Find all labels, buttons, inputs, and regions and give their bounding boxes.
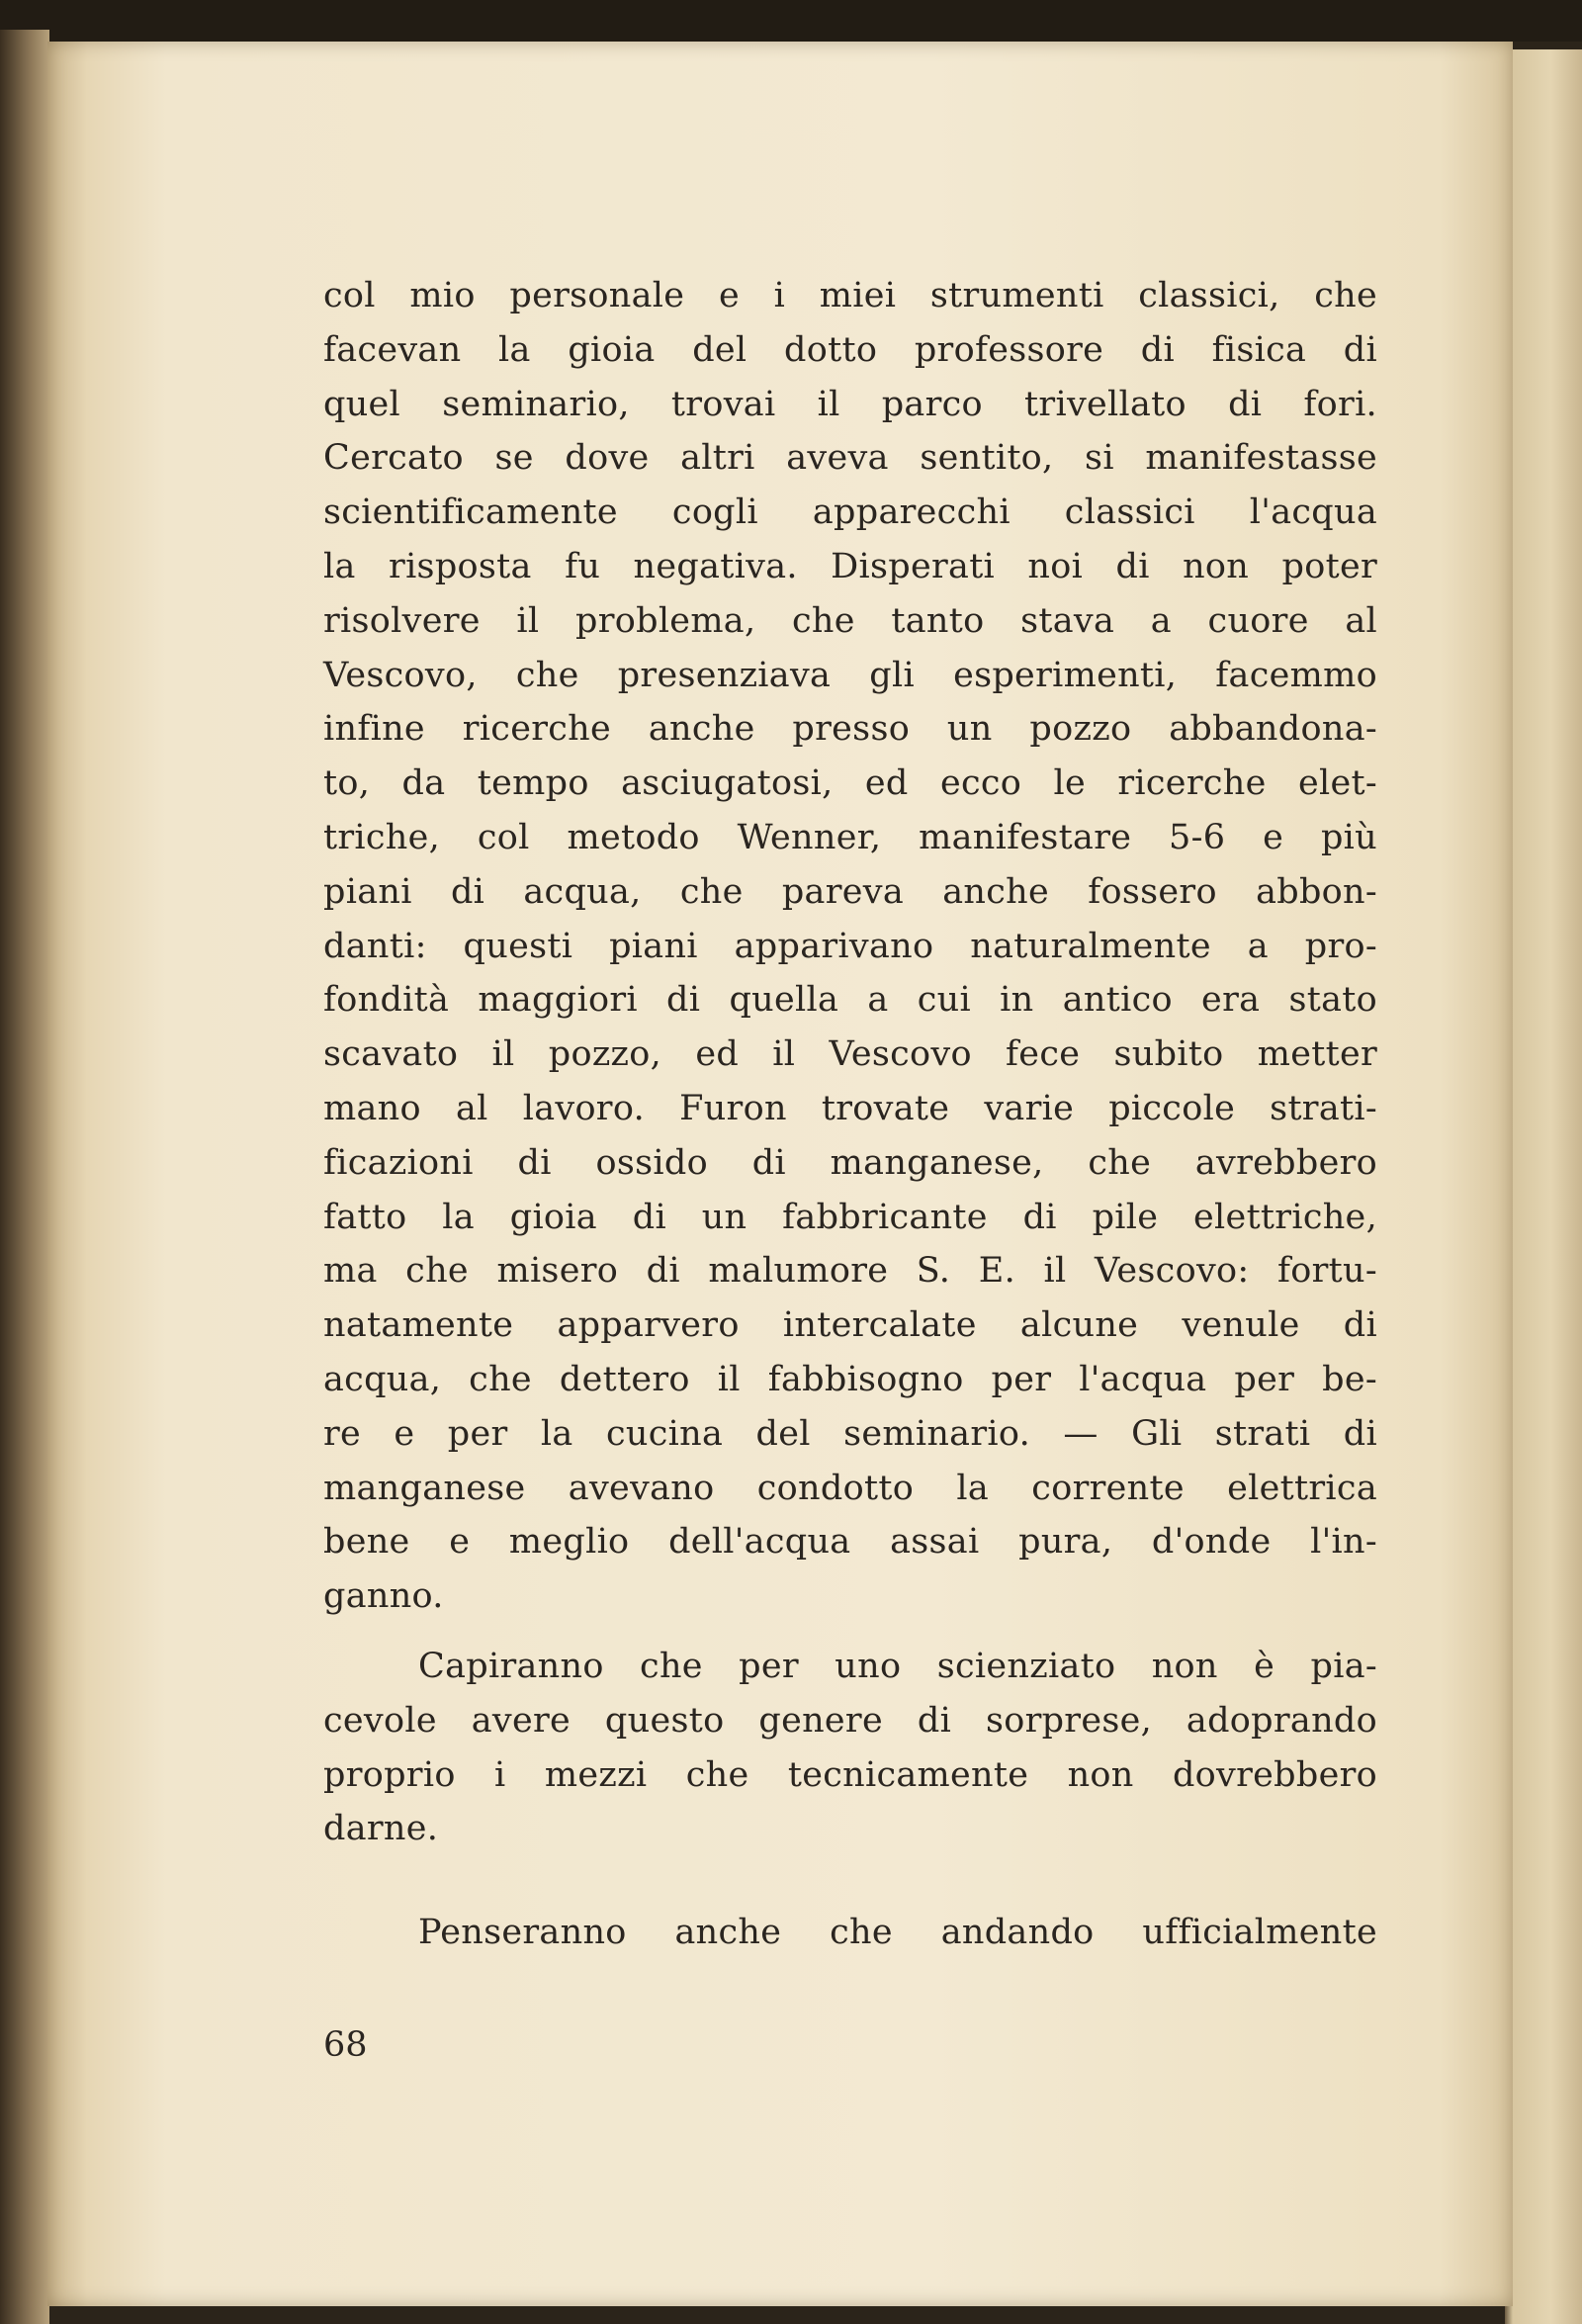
book-spine [0, 30, 49, 2324]
text-line: bene e meglio dell'acqua assai pura, d'onde l'in- [323, 1522, 1377, 1563]
text-line: triche, col metodo Wenner, manifestare 5-6 e più [323, 817, 1377, 857]
text-line: fondità maggiori di quella a cui in antico era stato [323, 980, 1377, 1021]
paragraph-2 [323, 1640, 1377, 1856]
text-line: piani di acqua, che pareva anche fossero abbon- [323, 871, 1377, 912]
text-line: cevole avere questo genere di sorprese, adoprando [323, 1700, 1377, 1741]
text-line: ma che misero di malumore S. E. il Vescovo: fortu- [323, 1251, 1377, 1292]
body-text [323, 269, 1377, 1960]
text-line: col mio personale e i miei strumenti classici, che [323, 276, 1377, 315]
text-line: fatto la gioia di un fabbricante di pile elettriche, [323, 1197, 1377, 1237]
text-line: manganese avevano condotto la corrente elettrica [323, 1468, 1377, 1508]
text-line: infine ricerche anche presso un pozzo abbandona- [323, 709, 1377, 750]
text-line: acqua, che dettero il fabbisogno per l'acqua per be- [323, 1359, 1377, 1399]
text-line: mano al lavoro. Furon trovate varie piccole strati- [323, 1088, 1377, 1128]
paragraph-1 [323, 269, 1377, 1624]
text-line: risolvere il problema, che tanto stava a cuore al [323, 600, 1377, 641]
text-line: ganno. [323, 1576, 444, 1617]
text-line: Capiranno che per uno scienziato non è pia- [418, 1646, 1377, 1686]
paragraph-3 [323, 1906, 1377, 1960]
text-line: Vescovo, che presenziava gli esperimenti, facemmo [323, 655, 1377, 695]
text-line: natamente apparvero intercalate alcune venule di [323, 1305, 1377, 1346]
page-number: 68 [323, 2025, 368, 2065]
text-line: Cercato se dove altri aveva sentito, si manifestasse [323, 438, 1377, 479]
text-line: scientificamente cogli apparecchi classici l'acqua [323, 492, 1377, 533]
text-line: to, da tempo asciugatosi, ed ecco le ricerche elet- [323, 763, 1377, 804]
text-line: darne. [323, 1809, 439, 1849]
text-line: facevan la gioia del dotto professore di fisica di [323, 329, 1377, 370]
text-line: proprio i mezzi che tecnicamente non dovrebbero [323, 1754, 1377, 1795]
text-line: la risposta fu negativa. Disperati noi di non poter [323, 546, 1377, 586]
text-line: ficazioni di ossido di manganese, che avrebbero [323, 1142, 1377, 1183]
text-line: Penseranno anche che andando ufficialmente [418, 1913, 1377, 1953]
text-line: danti: questi piani apparivano naturalmente a pro- [323, 926, 1377, 966]
text-line: scavato il pozzo, ed il Vescovo fece subito metter [323, 1034, 1377, 1075]
text-line: re e per la cucina del seminario. — Gli strati di [323, 1413, 1377, 1454]
text-line: quel seminario, trovai il parco trivellato di fori. [323, 384, 1377, 424]
next-page-edge [1505, 49, 1582, 2324]
scan-top-edge [0, 0, 1582, 42]
